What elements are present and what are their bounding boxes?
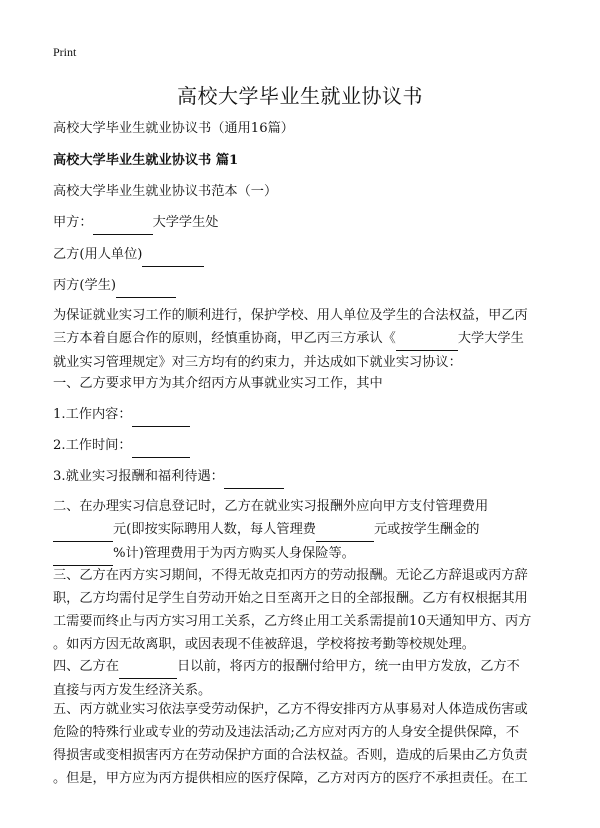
clause-5-line-3: 得损害或变相损害丙方在劳动保护方面的合法权益。否则，造成的后果由乙方负责: [53, 748, 528, 763]
sample-title: 高校大学毕业生就业协议书范本（一）: [53, 184, 278, 199]
intro-line-3: 就业实习管理规定》对三方均有的约束力，并达成如下就业实习协议：: [53, 355, 462, 370]
section-heading: 高校大学毕业生就业协议书 篇1: [53, 153, 239, 168]
item-3-label: 3.就业实习报酬和福利待遇：: [53, 469, 224, 484]
party-c-line: [53, 274, 562, 298]
clause-5-line-2: 危险的特殊行业或专业的劳动及违法活动;乙方应对丙方的人身安全提供保障，不: [53, 725, 520, 740]
clause-3-line-4: 。如丙方因无故离职，或因表现不佳被辞退，学校将按考勤等校规处理。: [53, 637, 475, 652]
clause-4-blank: [119, 655, 177, 679]
intro-line-2: [53, 327, 562, 351]
intro-line-1: 为保证就业实习工作的顺利进行，保护学校、用人单位及学生的合法权益，甲乙丙: [53, 308, 528, 323]
clause-3-line-1: 三、乙方在丙方实习期间，不得无故克扣丙方的劳动报酬。无论乙方辞退或丙方辞: [53, 568, 528, 583]
clause-2-blank-3: [53, 542, 113, 566]
clause-5-line-4: 。但是，甲方应为丙方提供相应的医疗保障，乙方对丙方的医疗不承担责任。在工: [53, 771, 528, 786]
clause-2-blank-2: [316, 518, 374, 542]
party-c-label: 丙方(学生): [53, 278, 117, 293]
clause-2-line-3-text: %计)管理费用于为丙方购买人身保险等。: [113, 546, 355, 561]
clause-2-line-3: [53, 542, 562, 566]
clause-5-line-1: 五、丙方就业实习依法享受劳动保护，乙方不得安排丙方从事易对人体造成伤害或: [53, 702, 528, 717]
print-link[interactable]: Print: [53, 45, 77, 59]
document-title: 高校大学毕业生就业协议书: [177, 84, 423, 108]
clause-2-line-2-text: 元(即按实际聘用人数，每人管理费: [113, 522, 316, 537]
item-2-line: [53, 434, 562, 458]
item-2-blank: [132, 434, 190, 458]
item-1-label: 1.工作内容：: [53, 407, 132, 422]
clause-3-line-2: 职，乙方均需付足学生自劳动开始之日至离开之日的全部报酬。乙方有权根据其用: [53, 591, 528, 606]
item-1-line: [53, 403, 562, 427]
item-1-blank: [132, 403, 190, 427]
clause-1: 一、乙方要求甲方为其介绍丙方从事就业实习工作，其中: [53, 376, 383, 391]
party-a-label: 甲方：: [53, 215, 93, 230]
item-3-blank: [224, 465, 284, 489]
party-c-blank: [116, 274, 176, 298]
clause-4-line-1: [53, 655, 562, 679]
clause-3-line-3: 工需要而终止与丙方实习用工关系，乙方终止用工关系需提前10天通知甲方、丙方: [53, 614, 532, 629]
clause-5: [53, 698, 562, 790]
clause-2-line-1: 二、在办理实习信息登记时，乙方在就业实习报酬外应向甲方支付管理费用: [53, 499, 489, 514]
party-a-blank: [93, 211, 153, 235]
intro-line-2-text: 三方本着自愿合作的原则，经慎重协商，甲乙丙三方承认《: [53, 331, 396, 346]
party-b-label: 乙方(用人单位): [53, 247, 143, 262]
item-3-line: [53, 465, 562, 489]
document-subtitle: 高校大学毕业生就业协议书（通用16篇）: [53, 121, 294, 136]
intro-paragraph: [53, 304, 562, 374]
party-a-suffix: 大学学生处: [152, 215, 219, 230]
clause-2-blank-1: [53, 518, 113, 542]
party-a-line: [53, 211, 562, 235]
clause-2-line-2: [53, 518, 562, 542]
clause-4-line-2: 直接与丙方发生经济关系。: [53, 683, 212, 698]
party-b-line: [53, 243, 562, 267]
clause-2-line-2-suffix: 元或按学生酬金的: [373, 522, 480, 537]
clause-4-line-1-suffix: 日以前，将丙方的报酬付给甲方，统一由甲方发放，乙方不: [176, 659, 520, 674]
party-b-blank: [142, 243, 204, 267]
item-2-label: 2.工作时间：: [53, 438, 132, 453]
clause-4-line-1-text: 四、乙方在: [53, 659, 119, 674]
clause-3: [53, 564, 562, 656]
intro-blank: [396, 327, 458, 351]
intro-line-2-suffix: 大学大学生: [457, 331, 524, 346]
clause-2: [53, 495, 562, 566]
clause-4: [53, 655, 562, 702]
